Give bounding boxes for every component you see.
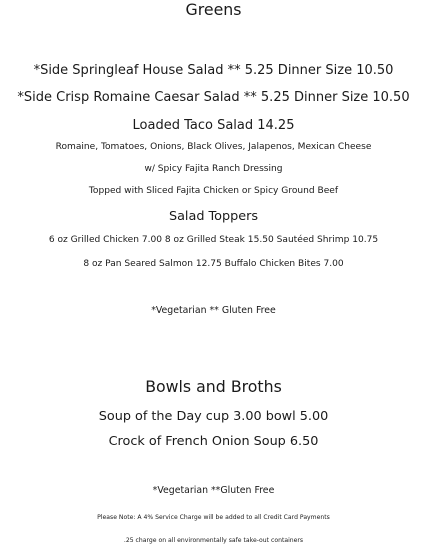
- service-charge-note: Please Note: A 4% Service Charge will be added to all Credit Card Payments: [97, 514, 330, 521]
- salad-toppers-heading: Salad Toppers: [168, 209, 259, 224]
- greens-dietary-legend: *Vegetarian ** Gluten Free: [151, 305, 276, 316]
- bowls-heading: Bowls and Broths: [145, 377, 282, 396]
- taco-salad-description-topping: Topped with Sliced Fajita Chicken or Spicy Ground Beef: [88, 186, 339, 196]
- taco-salad-description-ingredients: Romaine, Tomatoes, Onions, Black Olives, Jalapenos, Mexican Cheese: [55, 142, 372, 152]
- menu-item-soup-of-the-day: Soup of the Day cup 3.00 bowl 5.00: [98, 409, 329, 424]
- menu-item-side-house-salad: *Side Springleaf House Salad ** 5.25 Dinner Size 10.50: [33, 63, 394, 78]
- menu-item-french-onion-soup: Crock of French Onion Soup 6.50: [108, 434, 319, 449]
- taco-salad-description-dressing: w/ Spicy Fajita Ranch Dressing: [144, 164, 283, 174]
- takeout-container-note: .25 charge on all environmentally safe take-out containers: [123, 537, 304, 544]
- bowls-dietary-legend: *Vegetarian **Gluten Free: [152, 485, 275, 496]
- menu-item-side-caesar-salad: *Side Crisp Romaine Caesar Salad ** 5.25 Dinner Size 10.50: [17, 90, 410, 105]
- greens-heading: Greens: [185, 0, 242, 19]
- salad-toppers-row: 8 oz Pan Seared Salmon 12.75 Buffalo Chicken Bites 7.00: [83, 259, 344, 269]
- menu-item-loaded-taco-salad: Loaded Taco Salad 14.25: [132, 118, 295, 133]
- salad-toppers-row: 6 oz Grilled Chicken 7.00 8 oz Grilled Steak 15.50 Sautéed Shrimp 10.75: [48, 235, 379, 245]
